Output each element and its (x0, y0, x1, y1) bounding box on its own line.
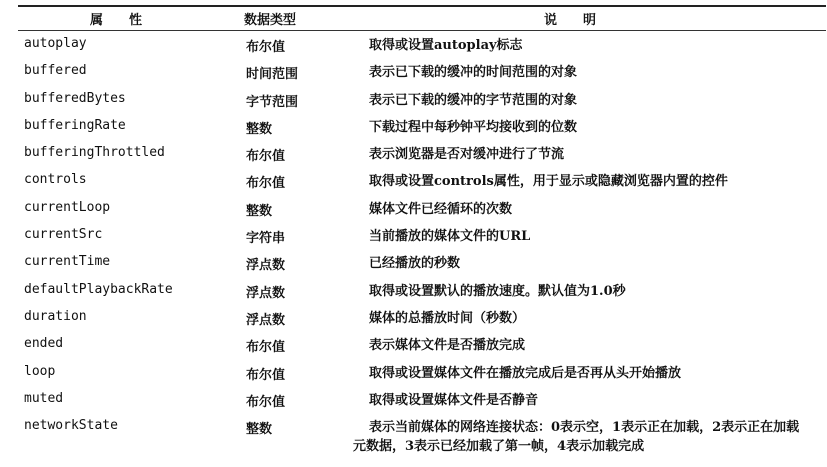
table-row (0, 143, 827, 170)
property-name: defaultPlaybackRate (24, 281, 173, 297)
property-description: 取得或设置controls属性，用于显示或隐藏浏览器内置的控件 (369, 174, 728, 190)
table-header-rule (18, 30, 826, 31)
property-name: loop (24, 363, 56, 379)
property-description: 表示浏览器是否对缓冲进行了节流 (369, 147, 565, 163)
table-top-rule (18, 5, 826, 7)
header-data-type: 数据类型 (244, 13, 297, 28)
property-name: duration (24, 308, 87, 324)
property-description: 媒体的总播放时间（秒数） (369, 310, 526, 326)
table-row (0, 416, 827, 456)
property-description: 媒体文件已经循环的次数 (369, 201, 513, 217)
header-description: 说 明 (543, 13, 596, 28)
property-name: ended (24, 336, 64, 352)
property-type: 浮点数 (246, 285, 286, 301)
property-type: 布尔值 (246, 367, 286, 383)
property-description: 取得或设置媒体文件是否静音 (369, 392, 539, 408)
table-row (0, 389, 827, 416)
property-name: bufferingThrottled (24, 145, 165, 161)
property-type: 字节范围 (246, 94, 299, 110)
table-row (0, 170, 827, 197)
table-row (0, 225, 827, 252)
header-property: 属 性 (89, 13, 142, 28)
property-name: controls (24, 172, 87, 188)
table-row (0, 198, 827, 225)
property-description: 表示媒体文件是否播放完成 (369, 338, 526, 354)
property-type: 字符串 (246, 231, 286, 247)
property-description: 当前播放的媒体文件的URL (369, 229, 531, 245)
property-name: buffered (24, 63, 87, 79)
table-row (0, 280, 827, 307)
property-name: bufferingRate (24, 117, 126, 133)
property-description: 表示已下载的缓冲的字节范围的对象 (369, 92, 578, 108)
property-name: currentTime (24, 254, 111, 270)
property-name: currentSrc (24, 227, 103, 243)
property-description: 取得或设置媒体文件在播放完成后是否再从头开始播放 (369, 365, 682, 381)
property-description: 取得或设置默认的播放速度。默认值为1.0秒 (369, 283, 626, 299)
property-description: 下载过程中每秒钟平均接收到的位数 (369, 119, 578, 135)
property-type: 浮点数 (246, 258, 286, 274)
property-description: 表示当前媒体的网络连接状态：0表示空，1表示正在加载，2表示正在加载元数据，3表示已经加载了第一帧，4表示加载完成 (353, 420, 800, 455)
property-type: 布尔值 (246, 394, 286, 410)
property-type: 布尔值 (246, 149, 286, 165)
property-type: 整数 (246, 121, 273, 137)
table-row (0, 89, 827, 116)
property-description: 表示已下载的缓冲的时间范围的对象 (369, 65, 578, 81)
property-name: networkState (24, 418, 118, 434)
property-name: bufferedBytes (24, 90, 126, 106)
table-row (0, 334, 827, 361)
property-type: 浮点数 (246, 312, 286, 328)
property-name: currentLoop (24, 199, 111, 215)
table-body (0, 34, 827, 456)
property-description: 取得或设置autoplay标志 (369, 38, 523, 53)
property-type: 布尔值 (246, 40, 286, 55)
property-type: 布尔值 (246, 340, 286, 356)
table-row (0, 362, 827, 389)
table-row (0, 307, 827, 334)
table-row (0, 116, 827, 143)
property-type: 布尔值 (246, 176, 286, 192)
table-row (0, 34, 827, 61)
table-row (0, 252, 827, 279)
property-type: 整数 (246, 203, 273, 219)
property-type: 整数 (246, 422, 273, 438)
property-name: muted (24, 390, 64, 406)
property-name: autoplay (24, 36, 87, 51)
property-description: 已经播放的秒数 (369, 256, 461, 272)
table-row (0, 61, 827, 88)
property-type: 时间范围 (246, 67, 299, 83)
